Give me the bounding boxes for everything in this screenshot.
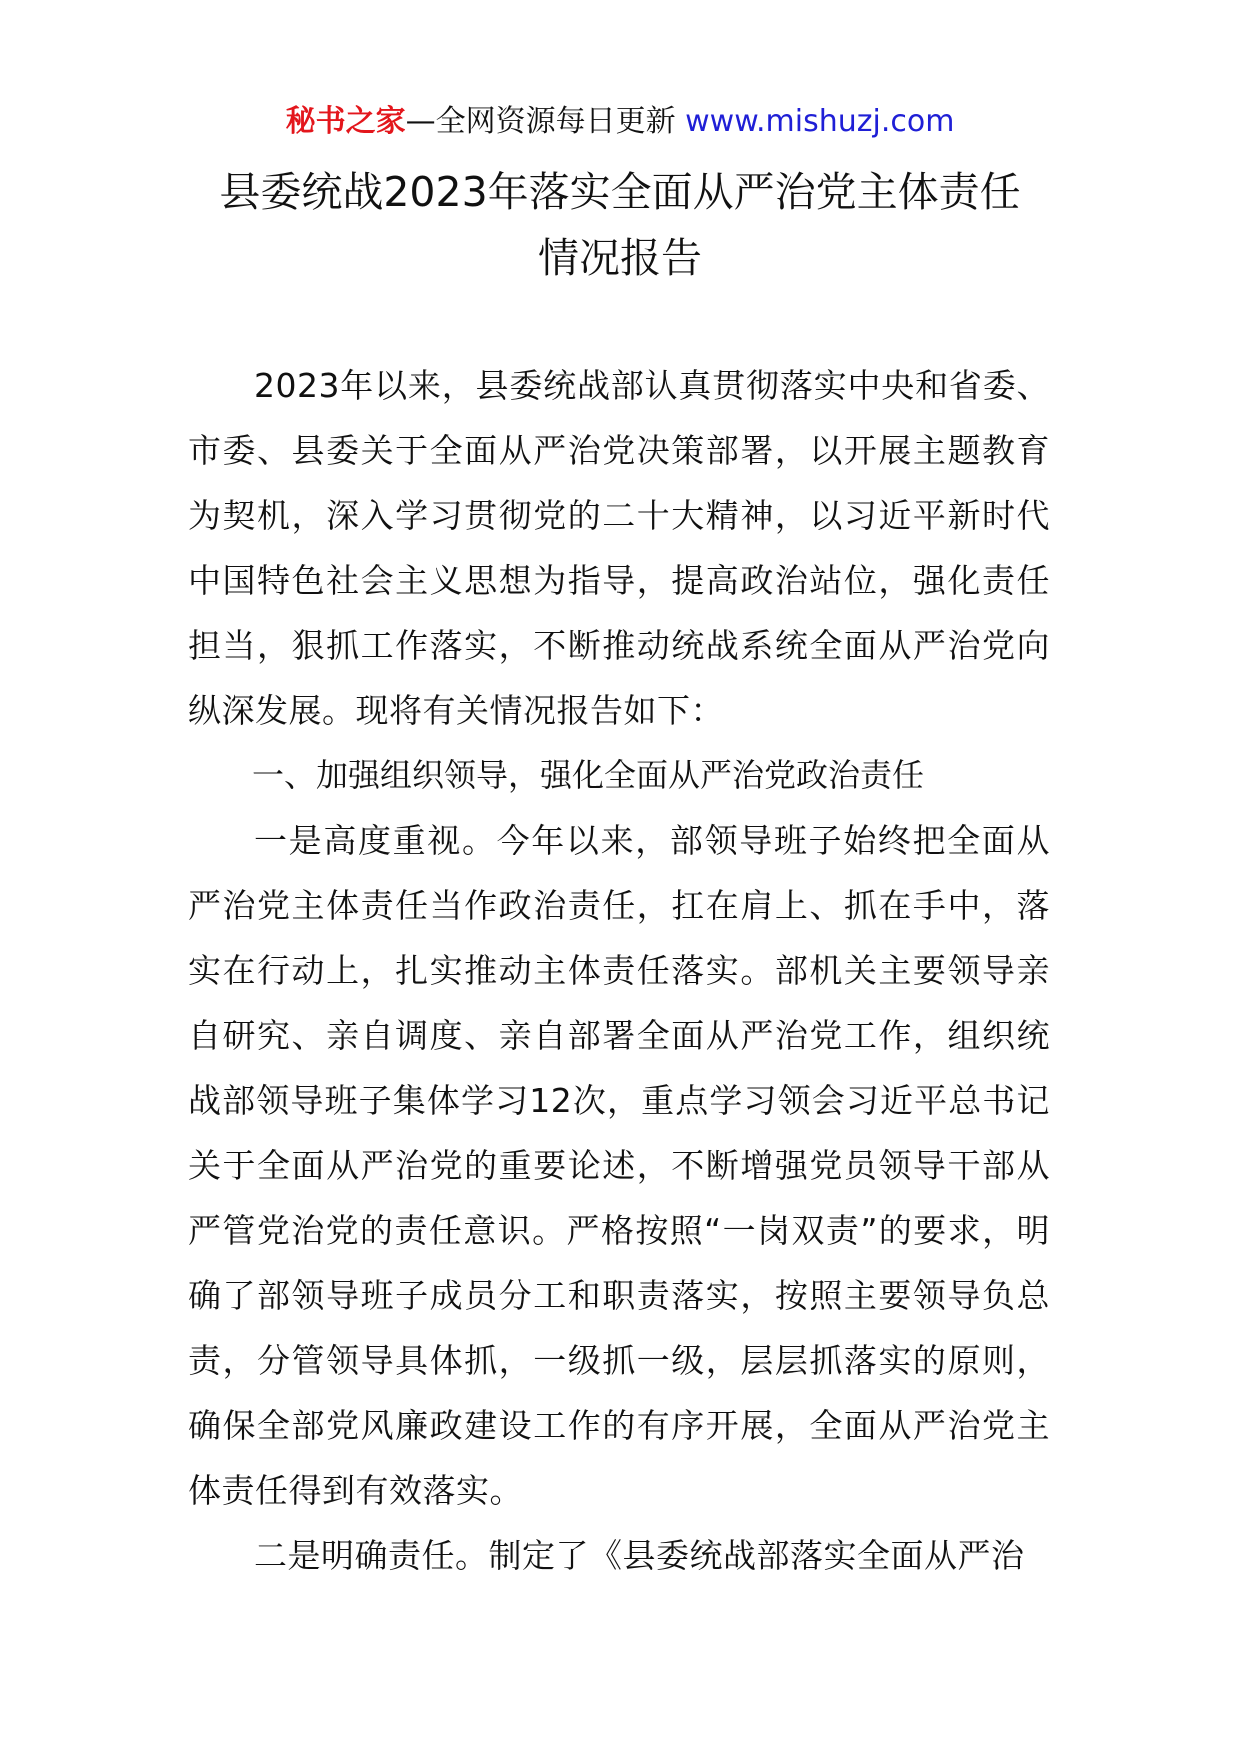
site-header <box>0 100 1240 144</box>
section1-paragraph-2: 二是明确责任。制定了《县委统战部落实全面从严治 <box>254 1536 1025 1575</box>
intro-paragraph: 2023年以来，县委统战部认真贯彻落实中央和省委、市委、县委关于全面从严治党决策部署，以开展主题教育为契机，深入学习贯彻党的二十大精神，以习近平新时代中国特色社会主义思想为指导，提高政治站位，强化责任担当，狠抓工作落实，不断推动统战系统全面从严治党向纵深发展。现将有关情况报告如下： <box>188 366 1050 730</box>
site-tagline: —全网资源每日更新 <box>405 104 676 139</box>
document-title-line-1: 县委统战2023年落实全面从严治党主体责任 <box>219 168 1021 216</box>
site-brand: 秘书之家 <box>285 104 406 139</box>
document-title-line-2: 情况报告 <box>538 234 702 282</box>
section-heading-1: 一、加强组织领导，强化全面从严治党政治责任 <box>252 756 925 794</box>
document-body <box>188 353 1050 1588</box>
site-url[interactable]: www.mishuzj.com <box>685 104 955 139</box>
section1-paragraph-1: 一是高度重视。今年以来，部领导班子始终把全面从严治党主体责任当作政治责任，扛在肩上、抓在手中，落实在行动上，扎实推动主体责任落实。部机关主要领导亲自研究、亲自调度、亲自部署全面从严治党工作，组织统战部领导班子集体学习12次，重点学习领会习近平总书记关于全面从严治党的重要论述，不断增强党员领导干部从严管党治党的责任意识。严格按照“一岗双责”的要求，明确了部领导班子成员分工和职责落实，按照主要领导负总责，分管领导具体抓，一级抓一级，层层抓落实的原则，确保全部党风廉政建设工作的有序开展，全面从严治党主体责任得到有效落实。 <box>188 821 1050 1510</box>
